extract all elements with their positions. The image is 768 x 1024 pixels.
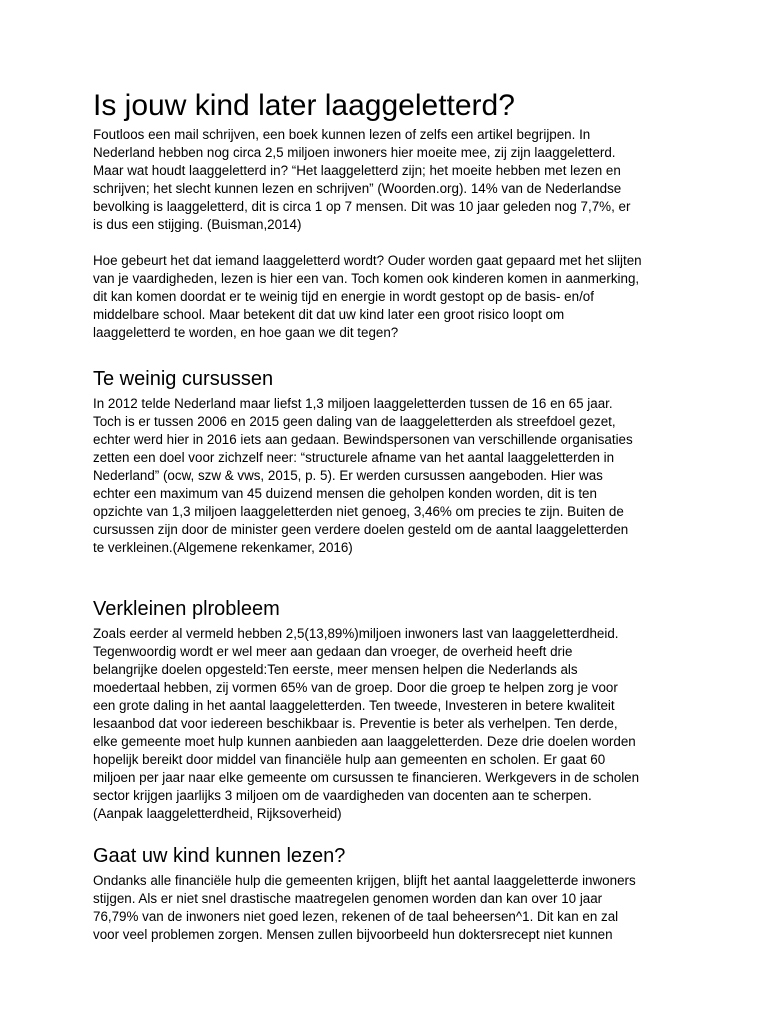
document-page bbox=[93, 88, 693, 944]
intro-paragraph-2 bbox=[93, 252, 693, 342]
text-line: belangrijke doelen opgesteld:Ten eerste, meer mensen helpen die Nederlands als bbox=[93, 662, 578, 677]
text-line: is dus een stijging. (Buisman,2014) bbox=[93, 217, 302, 232]
text-line: bevolking is laaggeletterd, dit is circa 1 op 7 mensen. Dit was 10 jaar geleden nog 7,7%, er bbox=[93, 199, 631, 214]
text-line: laaggeletterd te worden, en hoe gaan we dit tegen? bbox=[93, 325, 399, 340]
text-line: dit kan komen doordat er te weinig tijd en energie in wordt gestopt op de basis- en/of bbox=[93, 289, 594, 304]
text-line: hopelijk bereikt door middel van financiële hulp aan gemeenten en scholen. Er gaat 60 bbox=[93, 752, 606, 767]
text-line: Maar wat houdt laaggeletterd in? “Het laaggeletterd zijn; het moeite hebben met lezen en bbox=[93, 163, 621, 178]
text-line: sector krijgen jaarlijks 3 miljoen om de vaardigheden van docenten aan te scherpen. bbox=[93, 788, 592, 803]
text-line: middelbare school. Maar betekent dit dat uw kind later een groot risico loopt om bbox=[93, 307, 565, 322]
text-line: een grote daling in het aantal laaggeletterden. Ten tweede, Investeren in betere kwaliteit bbox=[93, 698, 615, 713]
text-line: In 2012 telde Nederland maar liefst 1,3 miljoen laaggeletterden tussen de 16 en 65 jaar. bbox=[93, 396, 613, 411]
section-paragraph-lezen bbox=[93, 872, 693, 944]
text-line: stijgen. Als er niet snel drastische maatregelen genomen worden dan kan over 10 jaar bbox=[93, 891, 603, 906]
section-paragraph-cursussen bbox=[93, 395, 693, 557]
text-line: elke gemeente moet hulp kunnen aanbieden aan laaggeletterden. Deze drie doelen worden bbox=[93, 734, 636, 749]
section-heading-verkleinen-probleem: Verkleinen plrobleem bbox=[93, 598, 280, 620]
text-line: moedertaal hebben, zij vormen 65% van de groep. Door die groep te helpen zorg je voor bbox=[93, 680, 618, 695]
text-line: Nederland” (ocw, szw & vws, 2015, p. 5). Er werden cursussen aangeboden. Hier was bbox=[93, 468, 603, 483]
text-line: van je vaardigheden, lezen is hier een van. Toch komen ook kinderen komen in aanmerking, bbox=[93, 271, 640, 286]
text-line: (Aanpak laaggeletterdheid, Rijksoverheid) bbox=[93, 806, 342, 821]
section-paragraph-verkleinen bbox=[93, 625, 693, 823]
text-line: lesaanbod dat voor iedereen beschikbaar is. Preventie is beter als verhelpen. Ten derde, bbox=[93, 716, 618, 731]
text-line: echter een maximum van 45 duizend mensen die geholpen konden worden, dit is ten bbox=[93, 486, 597, 501]
text-line: Nederland hebben nog circa 2,5 miljoen inwoners hier moeite mee, zij zijn laaggeletterd. bbox=[93, 145, 616, 160]
intro-paragraph-1 bbox=[93, 126, 693, 234]
text-line: voor veel problemen zorgen. Mensen zullen bijvoorbeeld hun doktersrecept niet kunnen bbox=[93, 927, 613, 942]
text-line: opzichte van 1,3 miljoen laaggeletterden niet genoeg, 3,46% om precies te zijn. Buiten de bbox=[93, 504, 624, 519]
text-line: Hoe gebeurt het dat iemand laaggeletterd wordt? Ouder worden gaat gepaard met het slijten bbox=[93, 253, 642, 268]
text-line: Toch is er tussen 2006 en 2015 geen daling van de laaggeletterden als streefdoel gezet, bbox=[93, 414, 616, 429]
text-line: Ondanks alle financiële hulp die gemeenten krijgen, blijft het aantal laaggeletterde inwoners bbox=[93, 873, 636, 888]
text-line: miljoen per jaar naar elke gemeente om cursussen te financieren. Werkgevers in de scholen bbox=[93, 770, 640, 785]
text-line: zetten een doel voor zichzelf neer: “structurele afname van het aantal laaggeletterden in bbox=[93, 450, 615, 465]
text-line: schrijven; het slecht kunnen lezen en schrijven” (Woorden.org). 14% van de Nederlandse bbox=[93, 181, 622, 196]
text-line: Foutloos een mail schrijven, een boek kunnen lezen of zelfs een artikel begrijpen. In bbox=[93, 127, 591, 142]
text-line: te verkleinen.(Algemene rekenkamer, 2016) bbox=[93, 540, 353, 555]
text-line: Zoals eerder al vermeld hebben 2,5(13,89%)miljoen inwoners last van laaggeletterdheid. bbox=[93, 626, 619, 641]
text-line: echter werd hier in 2016 iets aan gedaan. Bewindspersonen van verschillende organisaties bbox=[93, 432, 633, 447]
page-title: Is jouw kind later laaggeletterd? bbox=[93, 89, 515, 122]
section-heading-gaat-uw-kind-lezen: Gaat uw kind kunnen lezen? bbox=[93, 845, 346, 867]
text-line: cursussen zijn door de minister geen verdere doelen gesteld om de aantal laaggeletterden bbox=[93, 522, 629, 537]
text-line: Tegenwoordig wordt er wel meer aan gedaan dan vroeger, de overheid heeft drie bbox=[93, 644, 573, 659]
text-line: 76,79% van de inwoners niet goed lezen, rekenen of de taal beheersen^1. Dit kan en zal bbox=[93, 909, 619, 924]
section-heading-te-weinig-cursussen: Te weinig cursussen bbox=[93, 368, 274, 390]
